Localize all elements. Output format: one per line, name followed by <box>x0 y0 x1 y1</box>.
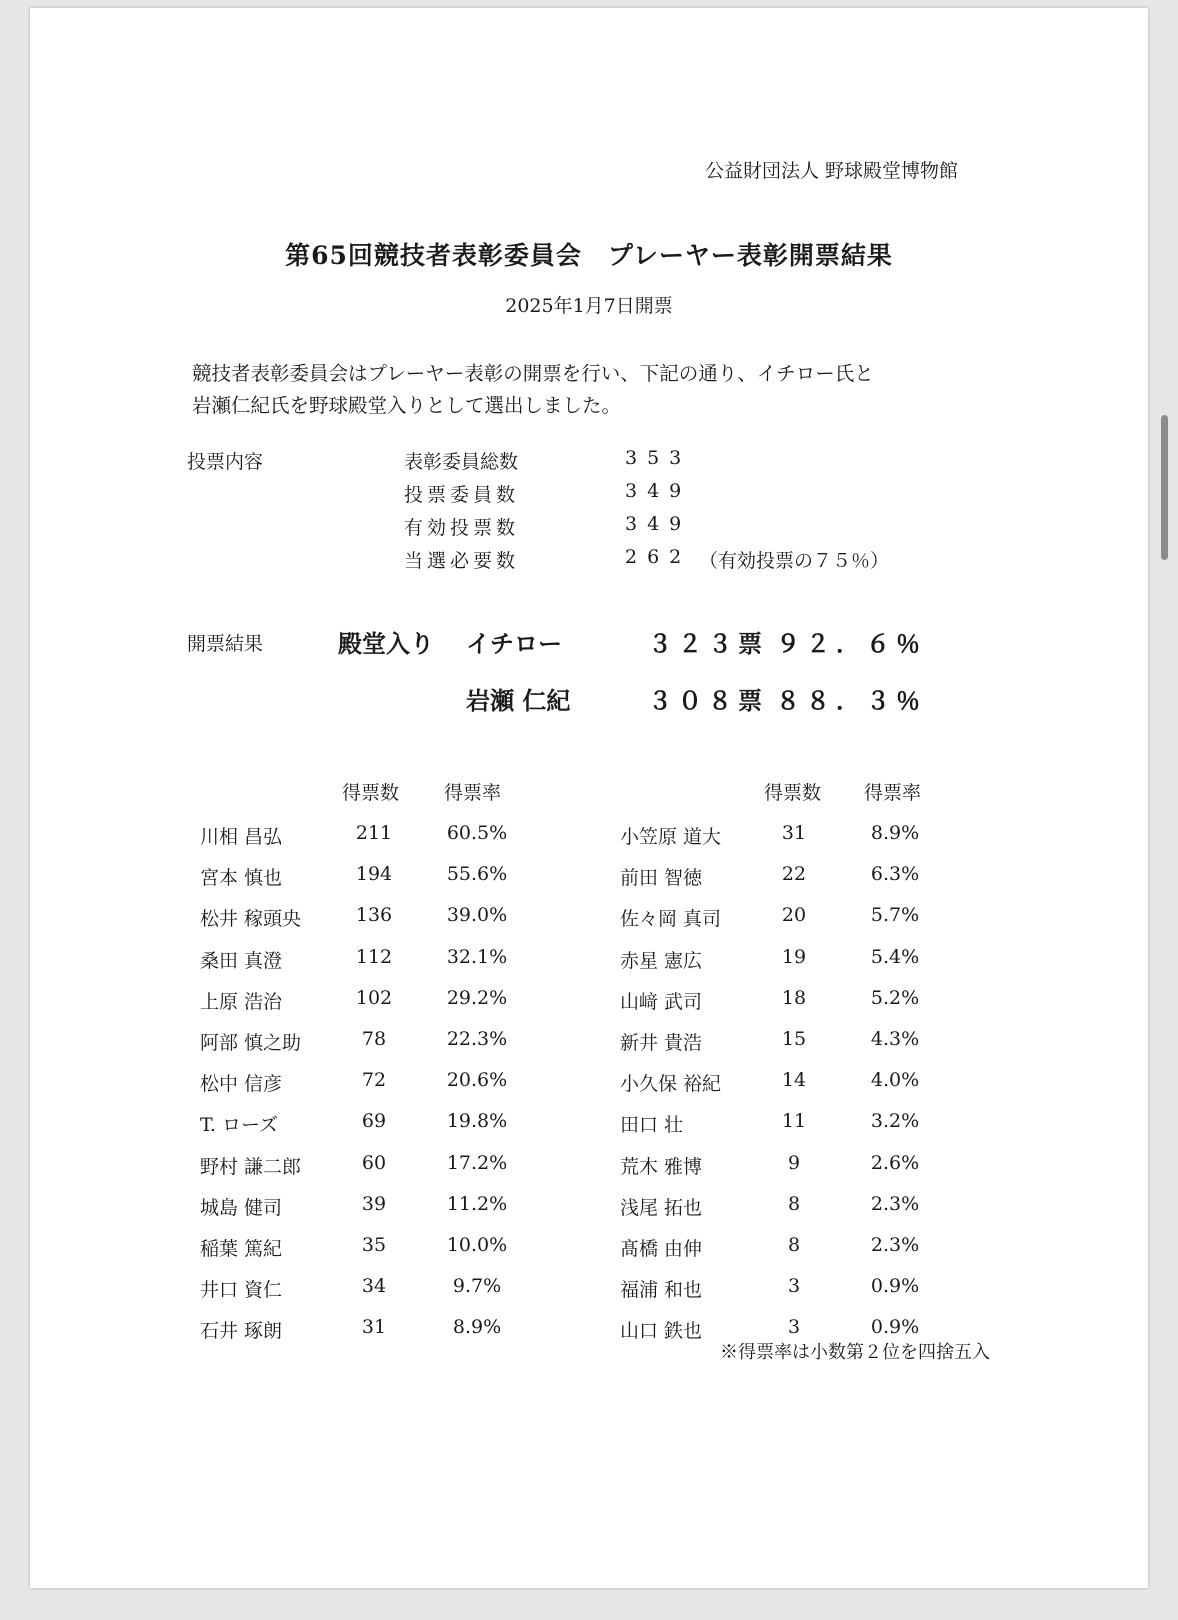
candidate-votes: 14 <box>781 1069 807 1092</box>
candidate-name: 上原 浩治 <box>200 990 283 1013</box>
inductee-votes-2: ３０８票 <box>648 686 768 715</box>
candidate-name: 川相 昌弘 <box>200 826 283 848</box>
candidate-rate: 3.2% <box>870 1110 920 1133</box>
left-votes-header: 得票数 <box>342 782 400 804</box>
candidate-name: 福浦 和也 <box>620 1279 703 1302</box>
candidate-rate: 22.3% <box>446 1028 508 1050</box>
candidate-votes: 3 <box>787 1275 801 1298</box>
induction-label: 殿堂入り <box>338 629 434 658</box>
inductee-votes-1: ３２３票 <box>648 629 768 658</box>
candidate-rate: 2.6% <box>870 1151 920 1174</box>
candidate-rate: 29.2% <box>446 986 508 1009</box>
table-row <box>30 904 1148 934</box>
candidate-name: 宮本 慎也 <box>200 867 283 890</box>
candidate-rate: 0.9% <box>870 1316 920 1339</box>
candidate-rate: 17.2% <box>446 1151 508 1174</box>
candidate-rate: 8.9% <box>452 1316 502 1339</box>
candidate-rate: 8.9% <box>870 822 920 844</box>
organization-name: 公益財団法人 野球殿堂博物館 <box>704 160 958 182</box>
intro-line-1: 競技者表彰委員会はプレーヤー表彰の開票を行い、下記の通り、イチロー氏と <box>192 362 874 385</box>
candidate-votes: 31 <box>361 1316 387 1339</box>
candidate-name: 井口 資仁 <box>200 1279 283 1302</box>
candidate-votes: 194 <box>355 863 393 886</box>
candidate-rate: 5.2% <box>870 986 920 1009</box>
inductee-rate-1: ９２．６％ <box>776 629 926 658</box>
table-row <box>30 946 1148 976</box>
table-row <box>30 1110 1148 1140</box>
candidate-name: 石井 琢朗 <box>200 1320 283 1343</box>
candidate-votes: 136 <box>355 904 393 927</box>
candidate-votes: 3 <box>787 1316 801 1339</box>
candidate-votes: 19 <box>781 945 807 968</box>
candidate-rate: 5.7% <box>870 904 920 927</box>
vote-details-label: 投票内容 <box>187 451 264 473</box>
detail-value-total: 353 <box>625 447 692 469</box>
candidate-votes: 22 <box>781 863 807 886</box>
candidate-name: 浅尾 拓也 <box>620 1196 703 1219</box>
candidate-rate: 60.5% <box>446 822 508 844</box>
ballot-date: 2025年1月7日開票 <box>505 295 673 317</box>
candidate-votes: 78 <box>361 1028 387 1050</box>
candidate-votes: 8 <box>787 1192 801 1215</box>
table-row <box>30 1069 1148 1099</box>
candidate-votes: 69 <box>361 1110 387 1133</box>
candidate-rate: 6.3% <box>870 863 920 886</box>
document-page <box>30 8 1148 1588</box>
right-votes-header: 得票数 <box>764 782 822 804</box>
detail-value-voting: 349 <box>625 480 692 502</box>
candidate-name: 田口 壮 <box>620 1114 684 1137</box>
intro-paragraph <box>192 358 874 422</box>
table-row <box>30 1152 1148 1182</box>
candidate-name: 野村 謙二郎 <box>200 1155 302 1178</box>
candidate-name: 阿部 慎之助 <box>200 1032 302 1054</box>
candidate-votes: 211 <box>355 822 393 844</box>
candidate-name: 新井 貴浩 <box>620 1032 703 1054</box>
candidate-name: 荒木 雅博 <box>620 1155 703 1178</box>
candidate-votes: 20 <box>781 904 807 927</box>
detail-label-valid: 有効投票数 <box>404 517 520 539</box>
candidate-name: 城島 健司 <box>200 1196 283 1219</box>
candidate-votes: 102 <box>355 986 393 1009</box>
candidate-name: 桑田 真澄 <box>200 949 283 972</box>
candidate-votes: 11 <box>781 1110 807 1133</box>
candidate-rate: 2.3% <box>870 1192 920 1215</box>
candidate-rate: 5.4% <box>870 945 920 968</box>
inductee-name-2: 岩瀬 仁紀 <box>466 686 571 715</box>
right-rate-header: 得票率 <box>864 782 922 804</box>
candidate-votes: 8 <box>787 1234 801 1256</box>
scrollbar-thumb[interactable] <box>1161 415 1168 560</box>
candidate-votes: 60 <box>361 1151 387 1174</box>
candidate-rate: 11.2% <box>446 1192 508 1215</box>
candidate-name: 稲葉 篤紀 <box>200 1238 283 1260</box>
candidate-votes: 18 <box>781 986 807 1009</box>
candidate-name: 佐々岡 真司 <box>620 908 722 931</box>
page-title: 第65回競技者表彰委員会 プレーヤー表彰開票結果 <box>285 241 893 270</box>
table-row <box>30 987 1148 1017</box>
table-row <box>30 863 1148 893</box>
candidate-rate: 4.0% <box>870 1069 920 1092</box>
left-rate-header: 得票率 <box>444 782 502 804</box>
table-row <box>30 1193 1148 1223</box>
candidate-name: 髙橋 由伸 <box>620 1238 703 1260</box>
candidate-rate: 9.7% <box>452 1275 502 1298</box>
table-row <box>30 1028 1148 1058</box>
candidate-name: 松井 稼頭央 <box>200 908 302 931</box>
candidate-rate: 10.0% <box>446 1234 508 1256</box>
detail-label-total: 表彰委員総数 <box>404 451 519 473</box>
candidate-votes: 34 <box>361 1275 387 1298</box>
inductee-rate-2: ８８．３％ <box>776 686 926 715</box>
candidate-rate: 2.3% <box>870 1234 920 1256</box>
candidate-name: 山口 鉄也 <box>620 1320 703 1343</box>
candidate-rate: 0.9% <box>870 1275 920 1298</box>
results-label: 開票結果 <box>187 633 264 655</box>
candidate-rate: 20.6% <box>446 1069 508 1092</box>
candidate-votes: 31 <box>781 822 807 844</box>
inductee-name-1: イチロー <box>466 629 562 658</box>
candidate-name: 赤星 憲広 <box>620 949 703 972</box>
detail-note-required: （有効投票の７５％） <box>699 550 890 572</box>
candidate-rate: 32.1% <box>446 945 508 968</box>
candidate-votes: 39 <box>361 1192 387 1215</box>
table-row <box>30 1234 1148 1264</box>
candidate-name: 前田 智徳 <box>620 867 703 890</box>
candidate-name: 山﨑 武司 <box>620 990 703 1013</box>
candidate-votes: 112 <box>355 945 393 968</box>
candidate-name: 小笠原 道大 <box>620 826 722 848</box>
detail-label-required: 当選必要数 <box>404 550 520 572</box>
footnote: ※得票率は小数第２位を四捨五入 <box>720 1342 990 1363</box>
detail-label-voting: 投票委員数 <box>404 484 520 506</box>
candidate-votes: 35 <box>361 1234 387 1256</box>
detail-value-required: 262 <box>625 546 692 568</box>
candidate-name: T. ローズ <box>200 1114 279 1137</box>
candidate-rate: 4.3% <box>870 1028 920 1050</box>
detail-value-valid: 349 <box>625 513 692 535</box>
candidate-name: 小久保 裕紀 <box>620 1073 722 1096</box>
candidate-name: 松中 信彦 <box>200 1073 283 1096</box>
candidate-votes: 9 <box>787 1151 801 1174</box>
table-row <box>30 822 1148 852</box>
table-row <box>30 1275 1148 1305</box>
candidate-rate: 19.8% <box>446 1110 508 1133</box>
candidate-votes: 15 <box>781 1028 807 1050</box>
candidate-rate: 55.6% <box>446 863 508 886</box>
candidate-rate: 39.0% <box>446 904 508 927</box>
intro-line-2: 岩瀬仁紀氏を野球殿堂入りとして選出しました。 <box>192 394 622 417</box>
candidate-votes: 72 <box>361 1069 387 1092</box>
